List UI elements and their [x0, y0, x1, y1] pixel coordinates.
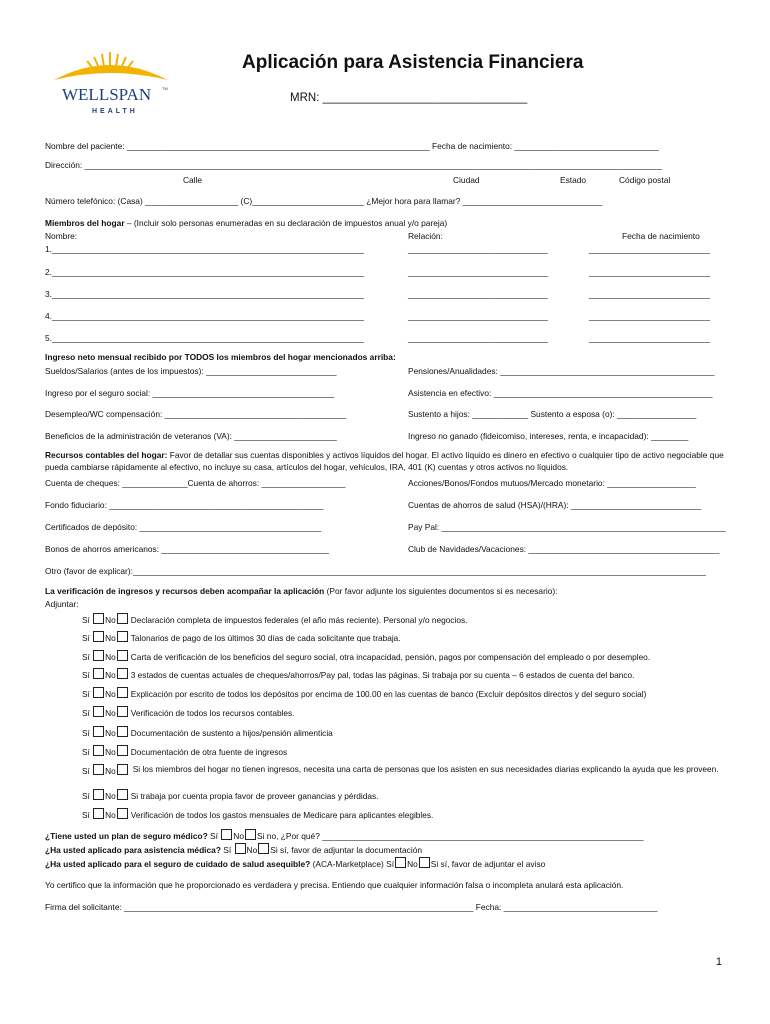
brand-sub: HEALTH: [92, 108, 138, 115]
household-relation-line[interactable]: ______________________________: [408, 244, 548, 254]
household-relation-line[interactable]: ______________________________: [408, 333, 548, 343]
wellspan-health-logo: [48, 48, 173, 118]
no-checkbox[interactable]: [117, 650, 128, 661]
certification-statement: Yo certifico que la información que he proporcionado es verdadera y precisa. Entiendo que cualquier información falsa o incompleta anulará esta aplicación.: [45, 880, 624, 890]
yes-checkbox[interactable]: [93, 650, 104, 661]
household-dob-line[interactable]: __________________________: [589, 311, 711, 321]
svg-text:TM: TM: [162, 86, 168, 91]
household-row[interactable]: 3.___________________________________________________________________: [45, 289, 365, 299]
verification-item: Sí No Verificación de todos los gastos mensuales de Medicare para aplicantes elegibles.: [82, 810, 434, 820]
yes-checkbox[interactable]: [235, 843, 246, 854]
yes-checkbox[interactable]: [93, 668, 104, 679]
income-unearned-field[interactable]: Ingreso no ganado (fideicomiso, intereses, renta, e incapacidad): ________: [408, 431, 689, 441]
household-row[interactable]: 1.___________________________________________________________________: [45, 244, 365, 254]
yes-checkbox[interactable]: [93, 764, 104, 775]
household-row[interactable]: 2.___________________________________________________________________: [45, 267, 365, 277]
yes-checkbox[interactable]: [93, 613, 104, 624]
yes-checkbox[interactable]: [93, 726, 104, 737]
no-checkbox[interactable]: [117, 808, 128, 819]
verification-item: Sí No Explicación por escrito de todos los depósitos por encima de 100.00 en las cuentas de banco (Excluir depósitos directos y del seguro social): [82, 689, 647, 699]
page-number: 1: [715, 956, 722, 968]
verification-item: Sí No Documentación de sustento a hijos/pensión alimenticia: [82, 728, 333, 738]
verification-item: Sí No Carta de verificación de los beneficios del seguro social, otra incapacidad, pensión, pagos por compensación del empleado o por desempleo.: [82, 652, 651, 662]
yes-checkbox[interactable]: [93, 706, 104, 717]
no-checkbox[interactable]: [117, 631, 128, 642]
verification-item: Sí No Declaración completa de impuestos federales (el año más reciente). Personal y/o negocios.: [82, 615, 468, 625]
household-dob-line[interactable]: __________________________: [589, 267, 711, 277]
yes-checkbox[interactable]: [221, 829, 232, 840]
address-label-state: Estado: [560, 175, 587, 185]
no-checkbox[interactable]: [117, 687, 128, 698]
signature-date-line[interactable]: Firma del solicitante: ___________________________________________________________________________ Fecha: _________________________________: [45, 902, 658, 912]
attach-label: Adjuntar:: [45, 599, 79, 609]
yes-checkbox[interactable]: [93, 789, 104, 800]
no-checkbox[interactable]: [258, 843, 269, 854]
no-checkbox[interactable]: [117, 745, 128, 756]
no-checkbox[interactable]: [117, 726, 128, 737]
household-heading: Miembros del hogar – (Incluir solo personas enumeradas en su declaración de impuestos anual y/o pareja): [45, 218, 448, 228]
assets-bonds-field[interactable]: Bonos de ahorros americanos: ____________________________________: [45, 544, 330, 554]
verification-item: Sí No Talonarios de pago de los últimos 30 días de cada solicitante que trabaja.: [82, 633, 401, 643]
assets-other-field[interactable]: Otro (favor de explicar):___________________________________________________________________________________________________________________________: [45, 566, 706, 576]
no-checkbox[interactable]: [117, 706, 128, 717]
address-label-street: Calle: [183, 175, 203, 185]
verification-item: Sí No Verificación de todos los recursos contables.: [82, 708, 295, 718]
patient-name-dob-line[interactable]: Nombre del paciente: _________________________________________________________________ Fecha de nacimiento: _______________________________: [45, 141, 659, 151]
mrn-field[interactable]: MRN: ________________________________: [290, 92, 528, 104]
household-col-relation: Relación:: [408, 231, 443, 241]
address-label-city: Ciudad: [453, 175, 480, 185]
assets-christmas-club-field[interactable]: Club de Navidades/Vacaciones: _________________________________________: [408, 544, 720, 554]
assets-stocks-field[interactable]: Acciones/Bonos/Fondos mutuos/Mercado monetario: ___________________: [408, 478, 696, 488]
household-dob-line[interactable]: __________________________: [589, 244, 711, 254]
sunburst-icon: [54, 52, 168, 80]
no-checkbox[interactable]: [117, 789, 128, 800]
no-checkbox[interactable]: [419, 857, 430, 868]
no-checkbox[interactable]: [245, 829, 256, 840]
verification-heading: La verificación de ingresos y recursos deben acompañar la aplicación (Por favor adjunte los siguientes documentos si es necesario):: [45, 586, 558, 596]
page-title: Aplicación para Asistencia Financiera: [242, 52, 584, 73]
verification-item: Sí No Documentación de otra fuente de ingresos: [82, 747, 288, 757]
assets-hsa-field[interactable]: Cuentas de ahorros de salud (HSA)/(HRA): ____________________________: [408, 500, 702, 510]
verification-item: Sí No Si los miembros del hogar no tienen ingresos, necesita una carta de personas que los asisten en sus necesidades diarias explicando la ayuda que les proveen.: [82, 764, 719, 776]
household-relation-line[interactable]: ______________________________: [408, 267, 548, 277]
address-line[interactable]: Dirección: ____________________________________________________________________________________________________________________________: [45, 160, 663, 170]
insurance-question-3: ¿Ha usted aplicado para el seguro de cuidado de salud asequible? (ACA-Marketplace) Sí No Si sí, favor de adjuntar el aviso: [45, 859, 546, 869]
income-cash-assistance-field[interactable]: Asistencia en efectivo: _______________________________________________: [408, 388, 713, 398]
yes-checkbox[interactable]: [93, 631, 104, 642]
assets-heading: Recursos contables del hogar: Favor de detallar sus cuentas disponibles y activos líquidos del hogar. El activo líquido es dinero en efectivo o cualquier tipo de activo negociable que pueda cambiarse rápidamente al efectivo, no incluye su casa, artículos del hogar, vehículos, IRA, 401 (K) cuentas y otros activos no líquidos.: [45, 450, 724, 472]
yes-checkbox[interactable]: [93, 687, 104, 698]
verification-item: Sí No 3 estados de cuentas actuales de cheques/ahorros/Pay pal, todas las páginas. Si trabaja por su cuenta – 6 estados de cuenta del banco.: [82, 670, 635, 680]
brand-name: WELLSPAN: [62, 85, 152, 104]
income-child-support-field[interactable]: Sustento a hijos: ____________ Sustento a esposa (o): _________________: [408, 409, 697, 419]
household-row[interactable]: 5.___________________________________________________________________: [45, 333, 365, 343]
income-veterans-field[interactable]: Beneficios de la administración de veteranos (VA): ______________________: [45, 431, 337, 441]
verification-item: Sí No Si trabaja por cuenta propia favor de proveer ganancias y pérdidas.: [82, 791, 379, 801]
insurance-question-1: ¿Tiene usted un plan de seguro médico? Sí No Si no, ¿Por qué? _____________________________________________________________________: [45, 831, 644, 841]
household-relation-line[interactable]: ______________________________: [408, 311, 548, 321]
household-col-name: Nombre:: [45, 231, 78, 241]
household-row[interactable]: 4.___________________________________________________________________: [45, 311, 365, 321]
income-unemployment-field[interactable]: Desempleo/WC compensación: _______________________________________: [45, 409, 347, 419]
address-label-zip: Código postal: [619, 175, 671, 185]
household-relation-line[interactable]: ______________________________: [408, 289, 548, 299]
household-dob-line[interactable]: __________________________: [589, 333, 711, 343]
household-col-dob: Fecha de nacimiento: [622, 231, 700, 241]
insurance-question-2: ¿Ha usted aplicado para asistencia médica? Sí No Si sí, favor de adjuntar la documentación: [45, 845, 423, 855]
yes-checkbox[interactable]: [395, 857, 406, 868]
assets-checking-savings-field[interactable]: Cuenta de cheques: ______________Cuenta de ahorros: __________________: [45, 478, 346, 488]
income-heading: Ingreso neto mensual recibido por TODOS los miembros del hogar mencionados arriba:: [45, 352, 396, 362]
phone-line[interactable]: Número telefónico: (Casa) ____________________ (C)________________________ ¿Mejor hora para llamar? ______________________________: [45, 196, 603, 206]
income-salary-field[interactable]: Sueldos/Salarios (antes de los impuestos): ____________________________: [45, 366, 337, 376]
household-dob-line[interactable]: __________________________: [589, 289, 711, 299]
assets-paypal-field[interactable]: Pay Pal: _____________________________________________________________: [408, 522, 726, 532]
no-checkbox[interactable]: [117, 613, 128, 624]
assets-cd-field[interactable]: Certificados de depósito: _______________________________________: [45, 522, 322, 532]
yes-checkbox[interactable]: [93, 808, 104, 819]
assets-trust-field[interactable]: Fondo fiduciario: ______________________________________________: [45, 500, 324, 510]
no-checkbox[interactable]: [117, 764, 128, 775]
income-pension-field[interactable]: Pensiones/Anualidades: ______________________________________________: [408, 366, 715, 376]
yes-checkbox[interactable]: [93, 745, 104, 756]
income-social-security-field[interactable]: Ingreso por el seguro social: _______________________________________: [45, 388, 335, 398]
no-checkbox[interactable]: [117, 668, 128, 679]
